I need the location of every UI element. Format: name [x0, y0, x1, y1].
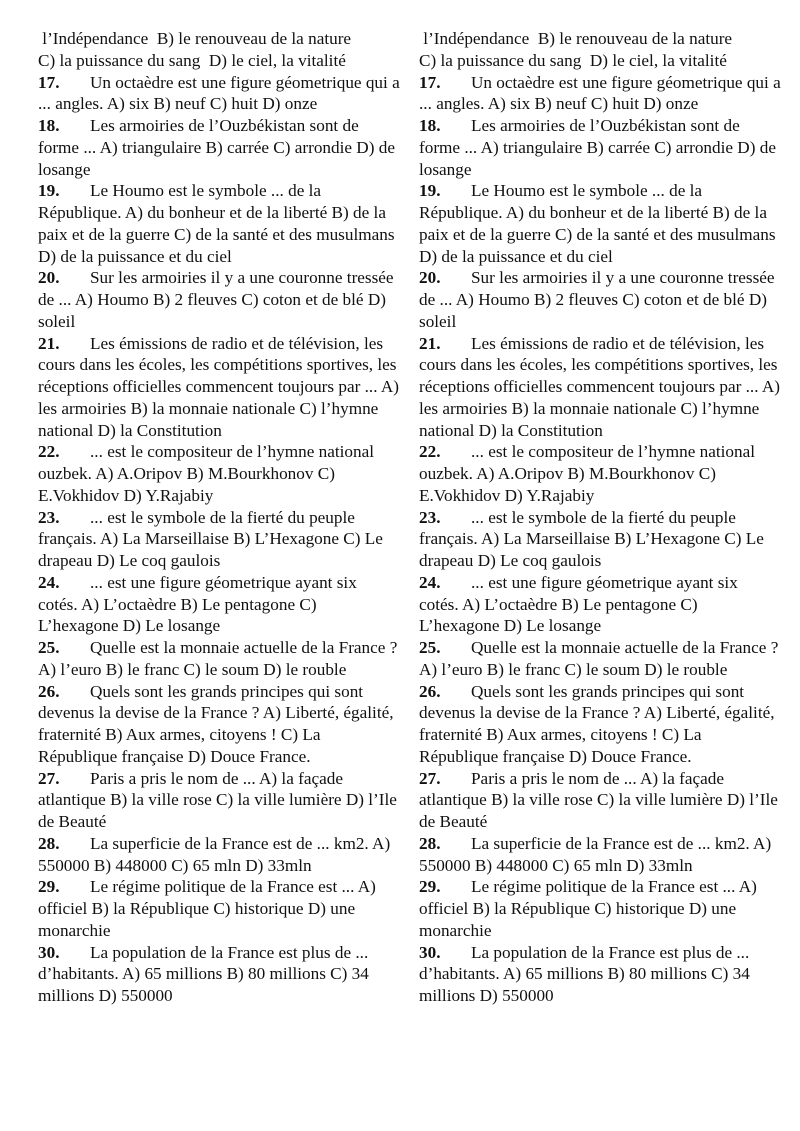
question-25	[38, 637, 400, 681]
question-text: ... est le symbole de la fierté du peuple français. A) La Marseillaise B) L’Hexagone C) Le drapeau D) Le coq gaulois	[419, 507, 764, 570]
question-number: 26.	[419, 681, 441, 701]
question-26	[38, 681, 400, 768]
intro-line: l’Indépendance B) le renouveau de la nature	[419, 29, 733, 48]
question-text: Le Houmo est le symbole ... de la République. A) du bonheur et de la liberté B) de la paix et de la guerre C) de la santé et des musulmans D) de la puissance et du ciel	[419, 181, 776, 266]
question-number: 23.	[38, 507, 60, 527]
question-29	[38, 876, 400, 941]
question-number: 19.	[38, 181, 60, 201]
question-30	[419, 942, 781, 1007]
question-23	[38, 507, 400, 572]
question-text: Les émissions de radio et de télévision, les cours dans les écoles, les compétitions sportives, les réceptions officielles commencent toujours par ... A) les armoiries B) la monnaie nationale C) l’hymne national D) la Constitution	[419, 333, 780, 440]
question-number: 20.	[38, 268, 60, 288]
question-text: Quels sont les grands principes qui sont devenus la devise de la France ? A) Liberté, égalité, fraternité B) Aux armes, citoyens ! C) La République française D) Douce France.	[419, 681, 775, 766]
question-number: 25.	[38, 638, 60, 657]
question-25	[419, 637, 781, 681]
right-column	[419, 28, 781, 1007]
question-text: Paris a pris le nom de ... A) la façade atlantique B) la ville rose C) la ville lumière D) l’Ile de Beauté	[38, 768, 397, 831]
question-number: 18.	[419, 116, 441, 135]
question-number: 24.	[419, 572, 441, 592]
question-23	[419, 507, 781, 572]
question-text: Quelle est la monnaie actuelle de la France ? A) l’euro B) le franc C) le soum D) le rouble	[419, 638, 779, 679]
question-text: Les émissions de radio et de télévision, les cours dans les écoles, les compétitions sportives, les réceptions officielles commencent toujours par ... A) les armoiries B) la monnaie nationale C) l’hymne national D) la Constitution	[38, 333, 399, 440]
question-18	[38, 115, 400, 180]
question-24	[38, 572, 400, 637]
question-text: ... est le compositeur de l’hymne national ouzbek. A) A.Oripov B) M.Bourkhonov C) E.Vokhidov D) Y.Rajabiy	[419, 442, 755, 505]
question-text: Quels sont les grands principes qui sont devenus la devise de la France ? A) Liberté, égalité, fraternité B) Aux armes, citoyens ! C) La République française D) Douce France.	[38, 681, 394, 766]
question-20	[38, 267, 400, 332]
question-number: 18.	[38, 116, 60, 135]
question-number: 20.	[419, 268, 441, 288]
question-text: ... est le symbole de la fierté du peuple français. A) La Marseillaise B) L’Hexagone C) Le drapeau D) Le coq gaulois	[38, 507, 383, 570]
question-number: 28.	[38, 833, 60, 853]
question-text: Le Houmo est le symbole ... de la République. A) du bonheur et de la liberté B) de la paix et de la guerre C) de la santé et des musulmans D) de la puissance et du ciel	[38, 181, 395, 266]
question-30	[38, 942, 400, 1007]
question-text: Sur les armoiries il y a une couronne tressée de ... A) Houmo B) 2 fleuves C) coton et de blé D) soleil	[419, 268, 775, 331]
question-21	[419, 333, 781, 442]
question-number: 24.	[38, 572, 60, 592]
question-28	[38, 833, 400, 877]
left-column	[38, 28, 400, 1007]
question-number: 27.	[38, 768, 60, 788]
question-text: Sur les armoiries il y a une couronne tressée de ... A) Houmo B) 2 fleuves C) coton et de blé D) soleil	[38, 268, 394, 331]
question-number: 22.	[38, 442, 60, 462]
intro-line: C) la puissance du sang D) le ciel, la vitalité	[419, 50, 727, 70]
question-number: 30.	[419, 942, 441, 962]
question-number: 28.	[419, 833, 441, 853]
question-text: ... est le compositeur de l’hymne national ouzbek. A) A.Oripov B) M.Bourkhonov C) E.Vokhidov D) Y.Rajabiy	[38, 442, 374, 505]
intro-line: C) la puissance du sang D) le ciel, la vitalité	[38, 50, 346, 70]
question-text: Paris a pris le nom de ... A) la façade atlantique B) la ville rose C) la ville lumière D) l’Ile de Beauté	[419, 768, 778, 831]
question-20	[419, 267, 781, 332]
question-number: 30.	[38, 942, 60, 962]
question-text: Les armoiries de l’Ouzbékistan sont de forme ... A) triangulaire B) carrée C) arrondie D) de losange	[38, 116, 395, 179]
question-text: ... est une figure géometrique ayant six cotés. A) L’octaèdre B) Le pentagone C) L’hexagone D) Le losange	[38, 572, 357, 636]
question-22	[419, 441, 781, 506]
question-number: 25.	[419, 638, 441, 657]
question-27	[38, 768, 400, 833]
question-number: 17.	[38, 72, 60, 92]
question-text: La superficie de la France est de ... km2. A) 550000 B) 448000 C) 65 mln D) 33mln	[419, 833, 772, 875]
question-text: La population de la France est plus de ... d’habitants. A) 65 millions B) 80 millions C) 34 millions D) 550000	[38, 942, 369, 1005]
question-text: La population de la France est plus de ... d’habitants. A) 65 millions B) 80 millions C) 34 millions D) 550000	[419, 942, 750, 1005]
question-number: 26.	[38, 681, 60, 701]
question-26	[419, 681, 781, 768]
question-number: 21.	[38, 333, 60, 353]
question-number: 19.	[419, 181, 441, 201]
question-17	[38, 72, 400, 116]
question-28	[419, 833, 781, 877]
question-18	[419, 115, 781, 180]
question-29	[419, 876, 781, 941]
question-17	[419, 72, 781, 116]
question-text: Le régime politique de la France est ... A) officiel B) la République C) historique D) une monarchie	[38, 877, 376, 940]
question-text: Les armoiries de l’Ouzbékistan sont de forme ... A) triangulaire B) carrée C) arrondie D) de losange	[419, 116, 776, 179]
question-19	[419, 180, 781, 267]
question-number: 29.	[38, 877, 60, 897]
question-27	[419, 768, 781, 833]
question-text: Quelle est la monnaie actuelle de la France ? A) l’euro B) le franc C) le soum D) le rouble	[38, 638, 398, 679]
question-number: 23.	[419, 507, 441, 527]
question-text: La superficie de la France est de ... km2. A) 550000 B) 448000 C) 65 mln D) 33mln	[38, 833, 391, 875]
question-number: 29.	[419, 877, 441, 897]
question-number: 22.	[419, 442, 441, 462]
question-text: ... est une figure géometrique ayant six cotés. A) L’octaèdre B) Le pentagone C) L’hexagone D) Le losange	[419, 572, 738, 636]
question-text: Un octaèdre est une figure géometrique qui a ... angles. A) six B) neuf C) huit D) onze	[419, 72, 781, 114]
question-text: Un octaèdre est une figure géometrique qui a ... angles. A) six B) neuf C) huit D) onze	[38, 72, 400, 114]
question-21	[38, 333, 400, 442]
question-22	[38, 441, 400, 506]
question-number: 27.	[419, 768, 441, 788]
intro-line: l’Indépendance B) le renouveau de la nature	[38, 29, 352, 48]
question-19	[38, 180, 400, 267]
question-number: 17.	[419, 72, 441, 92]
question-number: 21.	[419, 333, 441, 353]
question-24	[419, 572, 781, 637]
question-text: Le régime politique de la France est ... A) officiel B) la République C) historique D) une monarchie	[419, 877, 757, 940]
